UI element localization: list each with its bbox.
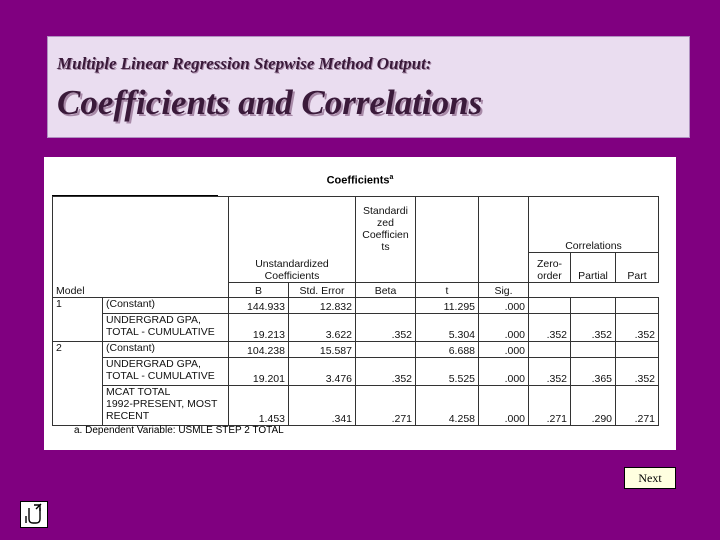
b-value: 1.453 bbox=[229, 386, 289, 426]
beta-value bbox=[356, 342, 416, 358]
t-value: 4.258 bbox=[416, 386, 479, 426]
sig-value: .000 bbox=[479, 314, 529, 342]
table-footnote: a. Dependent Variable: USMLE STEP 2 TOTAL bbox=[74, 425, 284, 436]
zero-order-header-line2: order bbox=[537, 270, 562, 282]
sig-value: .000 bbox=[479, 298, 529, 314]
table-row bbox=[53, 358, 659, 386]
sig-column-header: Sig. bbox=[479, 283, 529, 298]
partial-value bbox=[571, 342, 616, 358]
variable-name bbox=[103, 342, 229, 358]
table-row bbox=[53, 386, 659, 426]
unstandardized-header-line1: Unstandardized bbox=[255, 258, 329, 270]
header-row-1 bbox=[53, 197, 659, 253]
beta-value: .271 bbox=[356, 386, 416, 426]
slide-subtitle: Multiple Linear Regression Stepwise Method Output: bbox=[57, 54, 432, 73]
std-error-value: 3.476 bbox=[289, 358, 356, 386]
t-value: 5.525 bbox=[416, 358, 479, 386]
variable-name-line: TOTAL - CUMULATIVE bbox=[106, 326, 215, 338]
standardized-header-line4: ts bbox=[381, 240, 390, 253]
sig-header-blank bbox=[479, 197, 529, 253]
b-value: 19.201 bbox=[229, 358, 289, 386]
variable-name bbox=[103, 298, 229, 314]
sig-value: .000 bbox=[479, 386, 529, 426]
variable-name-line: UNDERGRAD GPA, bbox=[106, 358, 201, 370]
variable-name-line: (Constant) bbox=[106, 342, 156, 354]
variable-name-line: TOTAL - CUMULATIVE bbox=[106, 370, 215, 382]
zero-order-header bbox=[529, 253, 571, 283]
beta-column-header: Beta bbox=[356, 283, 416, 298]
t-value: 5.304 bbox=[416, 314, 479, 342]
zero-order-header-line1: Zero- bbox=[536, 258, 563, 270]
column-label-row bbox=[53, 283, 659, 298]
model-number: 1 bbox=[53, 298, 103, 342]
sig-header-spacer bbox=[479, 253, 529, 283]
model-header-blank bbox=[53, 197, 229, 283]
part-value: .271 bbox=[616, 386, 659, 426]
standardized-header-line3: Coefficien bbox=[362, 228, 409, 241]
b-column-header: B bbox=[229, 283, 289, 298]
variable-name-line: (Constant) bbox=[106, 298, 156, 310]
unstandardized-header bbox=[229, 197, 356, 283]
table-row bbox=[53, 342, 659, 358]
correlations-header: Correlations bbox=[529, 197, 659, 253]
zero-order-value bbox=[529, 342, 571, 358]
b-value: 19.213 bbox=[229, 314, 289, 342]
standardized-header-line2: zed bbox=[377, 216, 394, 229]
std-error-value: .341 bbox=[289, 386, 356, 426]
standardized-header-line1: Standardi bbox=[363, 204, 408, 217]
variable-name-line: 1992-PRESENT, MOST bbox=[106, 398, 218, 410]
variable-name bbox=[103, 386, 229, 426]
return-arrow-icon bbox=[21, 502, 47, 527]
std-error-value: 3.622 bbox=[289, 314, 356, 342]
standardized-header bbox=[356, 197, 416, 253]
table-caption-footnote-mark: a bbox=[389, 174, 394, 181]
t-value: 11.295 bbox=[416, 298, 479, 314]
t-column-header: t bbox=[416, 283, 479, 298]
part-value bbox=[616, 342, 659, 358]
next-button[interactable]: Next bbox=[624, 467, 676, 489]
title-box bbox=[47, 36, 690, 138]
sig-value: .000 bbox=[479, 358, 529, 386]
model-column-header: Model bbox=[53, 283, 229, 298]
partial-header: Partial bbox=[571, 253, 616, 283]
table-caption-text: Coefficients bbox=[326, 174, 390, 187]
variable-name bbox=[103, 358, 229, 386]
partial-value: .290 bbox=[571, 386, 616, 426]
std-error-value: 12.832 bbox=[289, 298, 356, 314]
beta-value bbox=[356, 298, 416, 314]
beta-header-spacer bbox=[356, 253, 416, 283]
variable-name-line: UNDERGRAD GPA, bbox=[106, 314, 201, 326]
beta-value: .352 bbox=[356, 358, 416, 386]
part-value bbox=[616, 298, 659, 314]
part-value: .352 bbox=[616, 358, 659, 386]
zero-order-value: .352 bbox=[529, 314, 571, 342]
variable-name-line: MCAT TOTAL bbox=[106, 386, 171, 398]
b-value: 144.933 bbox=[229, 298, 289, 314]
sig-value: .000 bbox=[479, 342, 529, 358]
b-value: 104.238 bbox=[229, 342, 289, 358]
coefficients-table bbox=[52, 196, 659, 426]
model-number: 2 bbox=[53, 342, 103, 426]
table-row bbox=[53, 314, 659, 342]
beta-value: .352 bbox=[356, 314, 416, 342]
std-error-column-header: Std. Error bbox=[289, 283, 356, 298]
table-row bbox=[53, 298, 659, 314]
t-value: 6.688 bbox=[416, 342, 479, 358]
return-button[interactable] bbox=[20, 501, 48, 528]
t-header-blank bbox=[416, 197, 479, 253]
zero-order-value: .271 bbox=[529, 386, 571, 426]
slide-title: Coefficients and Correlations bbox=[57, 83, 483, 122]
partial-value: .365 bbox=[571, 358, 616, 386]
part-value: .352 bbox=[616, 314, 659, 342]
unstandardized-header-line2: Coefficients bbox=[264, 270, 320, 282]
variable-name-line: RECENT bbox=[106, 410, 150, 422]
table-caption bbox=[44, 174, 676, 187]
variable-name bbox=[103, 314, 229, 342]
t-header-spacer bbox=[416, 253, 479, 283]
part-header: Part bbox=[616, 253, 659, 283]
zero-order-value: .352 bbox=[529, 358, 571, 386]
std-error-value: 15.587 bbox=[289, 342, 356, 358]
partial-value bbox=[571, 298, 616, 314]
partial-value: .352 bbox=[571, 314, 616, 342]
coefficients-table-panel bbox=[44, 157, 676, 450]
zero-order-value bbox=[529, 298, 571, 314]
